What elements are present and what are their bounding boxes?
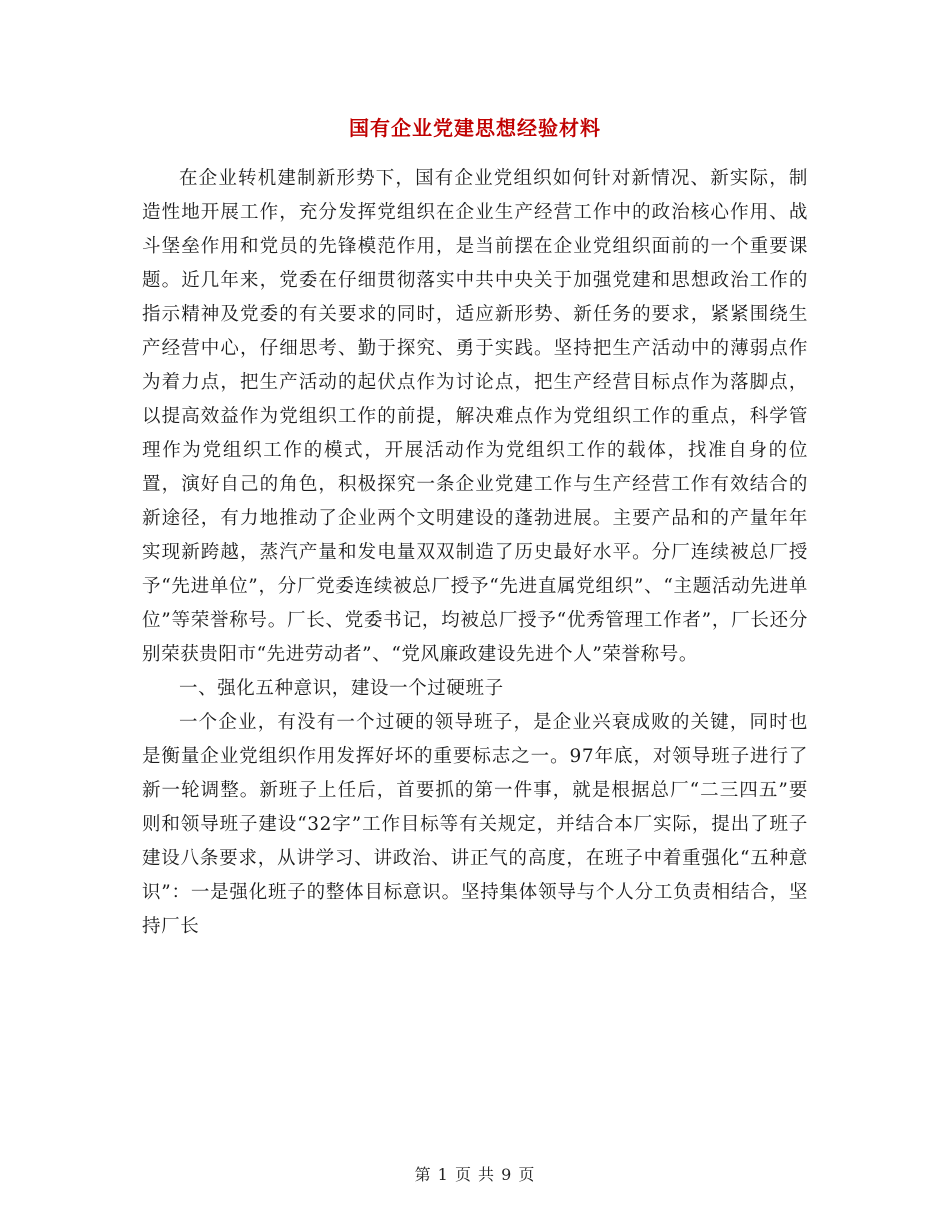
document-body: [142, 162, 808, 944]
section-heading-1: 一、强化五种意识，建设一个过硬班子: [179, 678, 504, 699]
paragraph-intro: 在企业转机建制新形势下，国有企业党组织如何针对新情况、新实际，制造性地开展工作，充分发挥党组织在企业生产经营工作中的政治核心作用、战斗堡垒作用和党员的先锋模范作用，是当前摆在企业党组织面前的一个重要课题。近几年来，党委在仔细贯彻落实中共中央关于加强党建和思想政治工作的指示精神及党委的有关要求的同时，适应新形势、新任务的要求，紧紧围绕生产经营中心，仔细思考、勤于探究、勇于实践。坚持把生产活动中的薄弱点作为着力点，把生产活动的起伏点作为讨论点，把生产经营目标点作为落脚点，以提高效益作为党组织工作的前提，解决难点作为党组织工作的重点，科学管理作为党组织工作的模式，开展活动作为党组织工作的载体，找准自身的位置，演好自己的角色，积极探究一条企业党建工作与生产经营工作有效结合的新途径，有力地推动了企业两个文明建设的蓬勃进展。主要产品和的产量年年实现新跨越，蒸汽产量和发电量双双制造了历史最好水平。分厂连续被总厂授予“先进单位”，分厂党委连续被总厂授予“先进直属党组织”、“主题活动先进单位”等荣誉称号。厂长、党委书记，均被总厂授予“优秀管理工作者”，厂长还分别荣获贵阳市“先进劳动者”、“党风廉政建设先进个人”荣誉称号。: [142, 168, 808, 665]
paragraph-section-1: 一个企业，有没有一个过硬的领导班子，是企业兴衰成败的关键，同时也是衡量企业党组织作用发挥好坏的重要标志之一。97年底，对领导班子进行了新一轮调整。新班子上任后，首要抓的第一件事，就是根据总厂“二三四五”要则和领导班子建设“32字”工作目标等有关规定，并结合本厂实际，提出了班子建设八条要求，从讲学习、讲政治、讲正气的高度，在班子中着重强化“五种意识”：一是强化班子的整体目标意识。坚持集体领导与个人分工负责相结合，坚持厂长: [142, 712, 808, 937]
page-footer: 第 1 页 共 9 页: [414, 1165, 536, 1184]
document-title: 国有企业党建思想经验材料: [349, 116, 601, 140]
